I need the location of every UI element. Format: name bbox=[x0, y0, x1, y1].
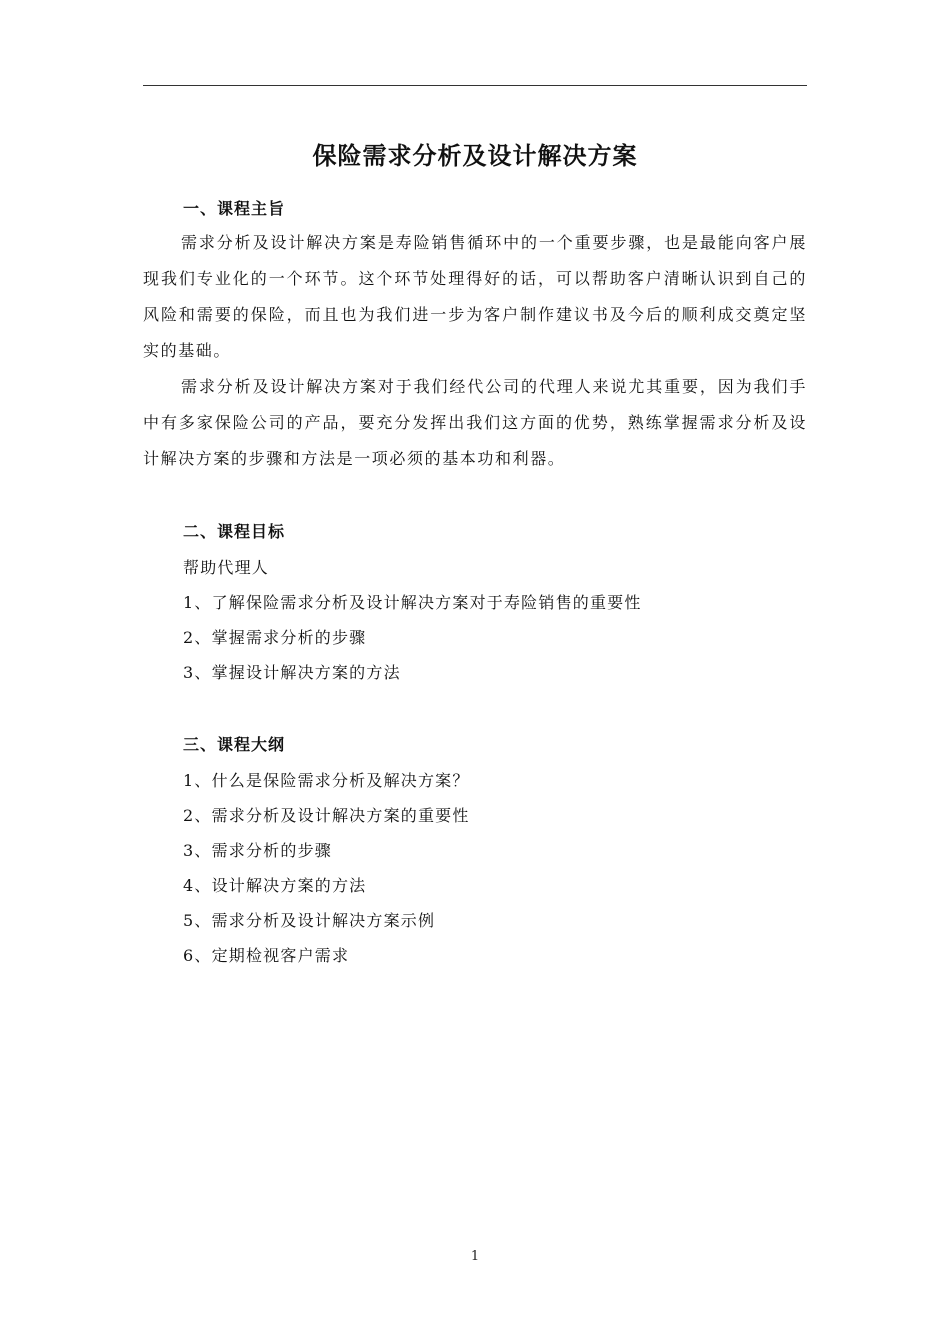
header-rule bbox=[143, 85, 807, 86]
list-item: 3、需求分析的步骤 bbox=[183, 841, 332, 860]
section-heading-course-objectives: 二、课程目标 bbox=[183, 522, 286, 541]
list-item: 帮助代理人 bbox=[183, 558, 270, 577]
list-item: 5、需求分析及设计解决方案示例 bbox=[183, 911, 436, 930]
list-item: 1、了解保险需求分析及设计解决方案对于寿险销售的重要性 bbox=[183, 593, 642, 612]
list-item: 1、什么是保险需求分析及解决方案？ bbox=[183, 771, 470, 790]
page-number: 1 bbox=[470, 1249, 480, 1264]
list-item: 2、需求分析及设计解决方案的重要性 bbox=[183, 806, 470, 825]
list-item: 4、设计解决方案的方法 bbox=[183, 876, 367, 895]
list-item: 3、掌握设计解决方案的方法 bbox=[183, 663, 401, 682]
section-heading-course-outline: 三、课程大纲 bbox=[183, 735, 286, 754]
section-course-outline bbox=[143, 730, 807, 973]
list-item: 2、掌握需求分析的步骤 bbox=[183, 628, 367, 647]
paragraph: 需求分析及设计解决方案对于我们经代公司的代理人来说尤其重要，因为我们手中有多家保险公司的产品，要充分发挥出我们这方面的优势，熟练掌握需求分析及设计解决方案的步骤和方法是一项必须的基本功和利器。 bbox=[143, 377, 807, 468]
section-heading-course-purpose: 一、课程主旨 bbox=[183, 199, 286, 218]
outline-list bbox=[143, 763, 807, 973]
page-content bbox=[143, 132, 807, 973]
section-course-objectives bbox=[143, 517, 807, 690]
list-item: 6、定期检视客户需求 bbox=[183, 946, 350, 965]
paragraph: 需求分析及设计解决方案是寿险销售循环中的一个重要步骤，也是最能向客户展现我们专业化的一个环节。这个环节处理得好的话，可以帮助客户清晰认识到自己的风险和需要的保险，而且也为我们进一步为客户制作建议书及今后的顺利成交奠定坚实的基础。 bbox=[143, 233, 807, 360]
page-title: 保险需求分析及设计解决方案 bbox=[312, 141, 638, 170]
objectives-list bbox=[143, 550, 807, 690]
section-course-purpose bbox=[143, 194, 807, 477]
